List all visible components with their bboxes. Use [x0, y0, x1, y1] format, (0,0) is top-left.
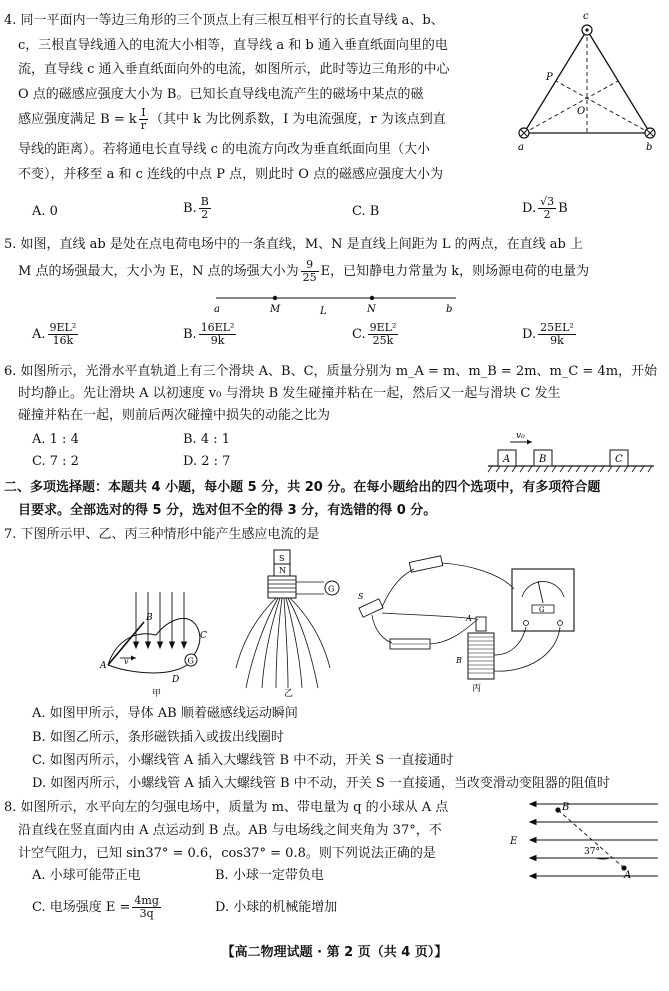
- q4-triangle-figure: [512, 8, 662, 158]
- q8-line-2: 沿直线在竖直面内由 A 点运动到 B 点。AB 与电场线之间夹角为 37°，不: [18, 823, 442, 838]
- q8-line-3: 计空气阻力，已知 sin37° = 0.6，cos37° = 0.8。则下列说法正确的是: [18, 846, 436, 861]
- q4-line-7: 不变），并移至 a 和 c 连线的中点 P 点，则此时 O 点的磁感应强度大小为: [18, 167, 443, 182]
- svg-text:N: N: [367, 304, 376, 315]
- svg-text:a: a: [214, 304, 220, 315]
- q5-option-a: A. $\frac{\text{9EL²}}{16k}$: [32, 321, 77, 347]
- q4-line-5: [18, 107, 446, 132]
- q6-option-c: C. 7 : 2: [32, 454, 79, 469]
- q5-line-2: M 点的场强最大，大小为 E，N 点的场强大小为 $\frac{9}{25}$ E，已知静电力常量为 k，则场源电荷的电量为: [18, 258, 590, 284]
- q4-line-6: 导线的距离）。若将通电长直导线 c 的电流方向改为垂直纸面向里（大小: [18, 142, 431, 157]
- q4-option-a: A. 0: [32, 204, 58, 219]
- label-o: O: [577, 106, 586, 117]
- section2-line-1: 二、多项选择题：本题共 4 小题，每小题 5 分，共 20 分。在每小题给出的四个选项中，有多项符合题: [4, 480, 601, 495]
- q7-option-a: A. 如图甲所示，导体 AB 顺着磁感线运动瞬间: [32, 706, 298, 721]
- q4-option-b: B. $\frac{B}{2}$: [183, 195, 209, 221]
- q6-line-3: 碰撞并粘在一起，则前后两次碰撞中损失的动能之比为: [18, 408, 331, 423]
- q5-option-b: B. $\frac{\text{16EL²}}{9k}$: [183, 321, 235, 347]
- q4-formula-post: （其中 k 为比例系数，I 为电流强度，r 为该点到直: [150, 112, 446, 127]
- q4-line-3: 流，直导线 c 通入垂直纸面向外的电流，如图所示，此时等边三角形的中心: [18, 62, 450, 77]
- caption-bing: 丙: [472, 684, 482, 694]
- q7-stem: 7. 下图所示甲、乙、丙三种情形中能产生感应电流的是: [4, 527, 320, 542]
- q8-option-a: A. 小球可能带正电: [32, 868, 141, 883]
- label-a: a: [518, 142, 524, 153]
- svg-text:C: C: [200, 631, 207, 641]
- q4-formula-frac: [139, 107, 148, 132]
- q5-option-d: D. $\frac{\text{25EL²}}{9k}$: [522, 321, 574, 347]
- q4-formula-den: r: [140, 119, 146, 132]
- q7-fig-bing: [352, 555, 582, 695]
- q6-line-2: 时均静止。先让滑块 A 以初速度 v₀ 与滑块 B 发生碰撞并粘在一起，然后又一起与滑块 C 发生: [18, 386, 561, 401]
- svg-text:G: G: [187, 656, 194, 666]
- wire-b-in-icon: [645, 128, 655, 138]
- q6-option-a: A. 1 : 4: [32, 432, 79, 447]
- q7-fig-yi: [232, 548, 352, 698]
- caption-jia: 甲: [152, 689, 162, 699]
- label-p: P: [546, 72, 553, 83]
- q7-fig-jia: [96, 590, 226, 700]
- q8-option-d: D. 小球的机械能增加: [215, 900, 338, 915]
- q4-line-2: c，三根直导线通入的电流大小相等，直导线 a 和 b 通入垂直纸面向里的电: [18, 38, 448, 53]
- q4-line-1: 4. 同一平面内一等边三角形的三个顶点上有三根互相平行的长直导线 a、b、: [4, 13, 444, 28]
- label-b: b: [646, 142, 653, 153]
- q7-option-d: D. 如图丙所示，小螺线管 A 插入大螺线管 B 中不动，开关 S 一直接通，当改变滑动变阻器的阻值时: [32, 776, 610, 791]
- q8-line-1: 8. 如图所示，水平向左的匀强电场中，质量为 m、带电量为 q 的小球从 A 点: [4, 800, 449, 815]
- svg-text:M: M: [270, 304, 281, 315]
- svg-text:C: C: [615, 454, 623, 465]
- svg-text:A: A: [503, 454, 511, 465]
- q6-option-d: D. 2 : 7: [183, 454, 231, 469]
- q4-formula-pre: 感应强度满足 B = k: [18, 112, 137, 127]
- q5-line-1: 5. 如图，直线 ab 是处在点电荷电场中的一条直线，M、N 是直线上间距为 L 的两点，在直线 ab 上: [4, 237, 583, 252]
- q4-option-c: C. B: [352, 204, 380, 219]
- svg-text:S: S: [279, 554, 285, 563]
- svg-text:D: D: [172, 675, 180, 685]
- svg-text:G: G: [539, 606, 545, 614]
- q6-line-1: 6. 如图所示，光滑水平直轨道上有三个滑块 A、B、C，质量分别为 m_A = m、m_B = 2m、m_C = 4m，开始: [4, 364, 658, 379]
- q5-line-figure: [210, 290, 470, 316]
- svg-text:B: B: [562, 802, 570, 813]
- svg-text:B: B: [539, 454, 547, 465]
- wire-a-in-icon: [519, 128, 529, 138]
- q6-option-b: B. 4 : 1: [183, 432, 231, 447]
- section2-line-2: 目要求。全部选对的得 5 分，选对但不全的得 3 分，有选错的得 0 分。: [18, 503, 437, 518]
- q8-field-figure: [506, 796, 662, 886]
- svg-text:A: A: [466, 614, 472, 623]
- svg-text:B: B: [146, 613, 153, 623]
- q4-line-4: O 点的磁感应强度大小为 B。已知长直导线电流产生的磁场中某点的磁: [18, 87, 424, 102]
- q8-option-b: B. 小球一定带负电: [215, 868, 324, 883]
- svg-text:A: A: [624, 870, 632, 881]
- page-footer: 【高二物理试题 · 第 2 页（共 4 页）】: [221, 945, 448, 960]
- label-c: c: [583, 11, 589, 22]
- q8-option-c: C. 电场强度 E = $\frac{4mg}{3q}$: [32, 894, 159, 920]
- svg-text:A: A: [100, 661, 107, 671]
- svg-text:v₀: v₀: [516, 431, 525, 441]
- q4-formula-num: I: [139, 107, 148, 120]
- svg-text:E: E: [510, 836, 518, 847]
- q6-sliders-figure: [486, 428, 658, 476]
- q7-option-b: B. 如图乙所示，条形磁铁插入或拔出线圈时: [32, 730, 284, 745]
- svg-text:v: v: [124, 657, 129, 666]
- q4-option-d: D. $\frac{√3}{2}$ B: [522, 195, 568, 221]
- svg-text:G: G: [328, 584, 335, 594]
- caption-yi: 乙: [284, 689, 294, 698]
- svg-text:S: S: [358, 592, 364, 601]
- q7-option-c: C. 如图丙所示，小螺线管 A 插入大螺线管 B 中不动，开关 S 一直接通时: [32, 753, 454, 768]
- svg-text:L: L: [320, 306, 327, 316]
- svg-text:B: B: [456, 656, 462, 665]
- q5-option-c: C. $\frac{\text{9EL²}}{25k}$: [352, 321, 397, 347]
- svg-text:b: b: [446, 304, 453, 315]
- svg-text:N: N: [279, 566, 286, 575]
- svg-text:37°: 37°: [584, 847, 600, 857]
